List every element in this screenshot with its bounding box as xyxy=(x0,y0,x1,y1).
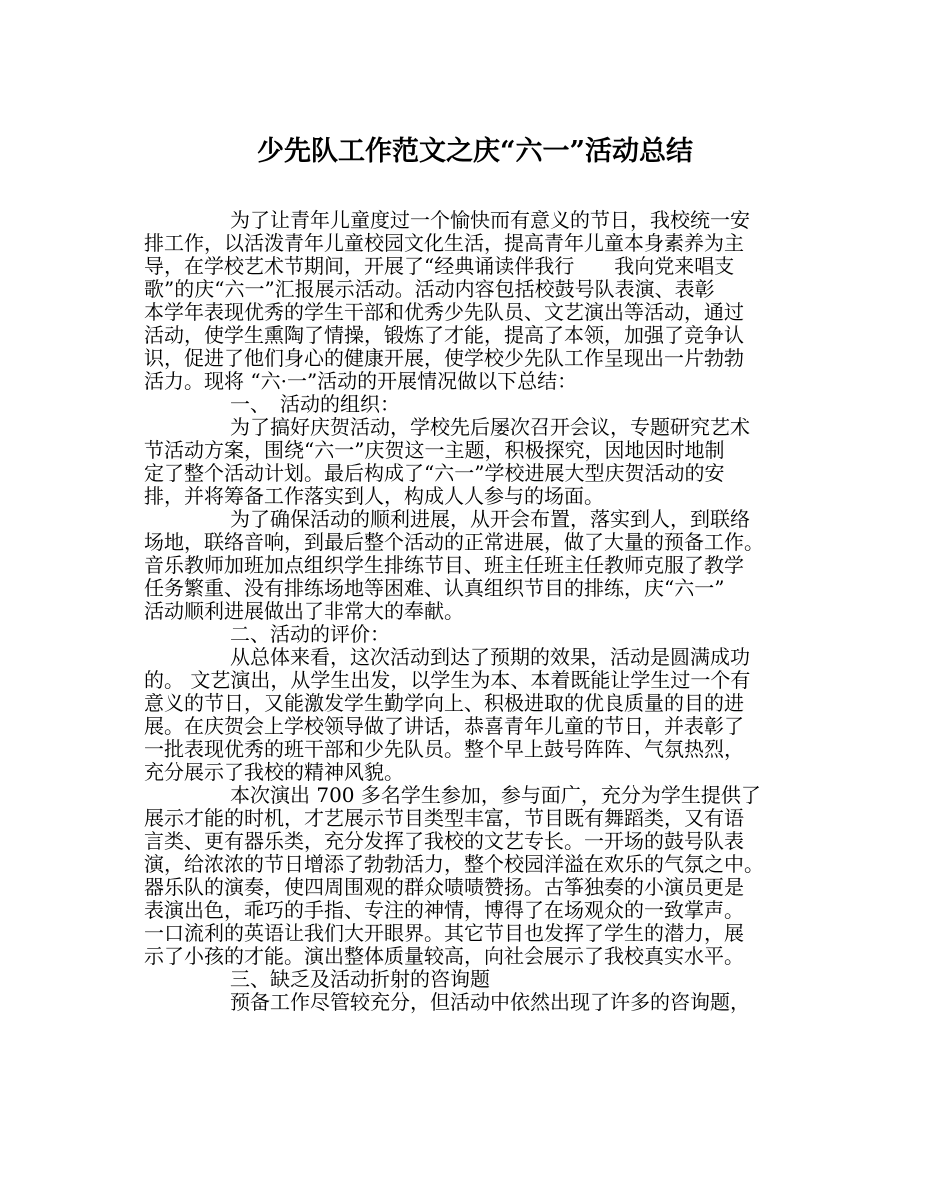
text-line: 一批表现优秀的班干部和少先队员。整个早上鼓号阵阵、气氛热烈， xyxy=(144,737,744,761)
text-line: 本次演出 700 多名学生参加，参与面广，充分为学生提供了 xyxy=(230,783,761,807)
text-line: 节活动方案，围绕“六一”庆贺这一主题，积极探究，因地因时地制 xyxy=(144,438,725,462)
document-body xyxy=(144,209,808,1014)
text-line: 任务繁重、没有排练场地等困难、认真组织节目的排练，庆“六一” xyxy=(144,576,725,600)
text-line: 定了整个活动计划。最后构成了“六一”学校进展大型庆贺活动的安 xyxy=(144,461,725,485)
text-line: 示了小孩的才能。演出整体质量较高，向社会展示了我校真实水平。 xyxy=(144,944,744,968)
text-line: 排，并将筹备工作落实到人，构成人人参与的场面。 xyxy=(144,484,604,508)
text-line: 识，促进了他们身心的健康开展，使学校少先队工作呈现出一片勃勃 xyxy=(144,346,744,370)
text-line: 演，给浓浓的节日增添了勃勃活力，整个校园洋溢在欢乐的气氛之中。 xyxy=(144,852,764,876)
text-line: 言类、更有器乐类，充分发挥了我校的文艺专长。一开场的鼓号队表 xyxy=(144,829,744,853)
text-line: 意义的节日，又能激发学生勤学向上、积极进取的优良质量的目的进 xyxy=(144,691,744,715)
text-line: 展示才能的时机，才艺展示节目类型丰富，节目既有舞蹈类，又有语 xyxy=(144,806,744,830)
text-line: 场地，联络音响，到最后整个活动的正常进展，做了大量的预备工作。 xyxy=(144,530,764,554)
text-line: 二、活动的评价： xyxy=(230,622,390,646)
text-line: 本学年表现优秀的学生干部和优秀少先队员、文艺演出等活动，通过 xyxy=(144,300,744,324)
text-line: 为了让青年儿童度过一个愉快而有意义的节日，我校统一安 xyxy=(230,208,750,232)
text-line: 活力。现将 “六·一”活动的开展情况做以下总结： xyxy=(144,369,578,393)
text-line: 为了确保活动的顺利进展，从开会布置，落实到人，到联络 xyxy=(230,507,750,531)
text-line: 三、缺乏及活动折射的咨询题 xyxy=(230,967,490,991)
text-line: 预备工作尽管较充分，但活动中依然出现了许多的咨询题， xyxy=(230,990,750,1014)
text-line: 歌”的庆“六一”汇报展示活动。活动内容包括校鼓号队表演、表彰 xyxy=(144,277,715,301)
document-title: 少先队工作范文之庆“六一”活动总结 xyxy=(256,136,694,167)
text-line: 排工作，以活泼青年儿童校园文化生活，提高青年儿童本身素养为主 xyxy=(144,231,744,255)
text-line: 器乐队的演奏，使四周围观的群众啧啧赞扬。古筝独奏的小演员更是 xyxy=(144,875,744,899)
text-line: 活动顺利进展做出了非常大的奉献。 xyxy=(144,599,464,623)
text-line: 活动，使学生熏陶了情操，锻炼了才能，提高了本领，加强了竞争认 xyxy=(144,323,744,347)
text-line: 导，在学校艺术节期间，开展了“经典诵读伴我行 我向党来唱支 xyxy=(144,254,735,278)
text-line: 展。在庆贺会上学校领导做了讲话，恭喜青年儿童的节日，并表彰了 xyxy=(144,714,744,738)
text-line: 一、 活动的组织： xyxy=(230,392,400,416)
text-line: 从总体来看，这次活动到达了预期的效果，活动是圆满成功 xyxy=(230,645,750,669)
text-line: 的。 文艺演出，从学生出发，以学生为本、本着既能让学生过一个有 xyxy=(144,668,751,692)
text-line: 表演出色，乖巧的手指、专注的神情，博得了在场观众的一致掌声。 xyxy=(144,898,744,922)
text-line: 充分展示了我校的精神风貌。 xyxy=(144,760,404,784)
text-line: 音乐教师加班加点组织学生排练节目、班主任班主任教师克服了教学 xyxy=(144,553,744,577)
text-line: 一口流利的英语让我们大开眼界。其它节目也发挥了学生的潜力，展 xyxy=(144,921,744,945)
text-line: 为了搞好庆贺活动，学校先后屡次召开会议，专题研究艺术 xyxy=(230,415,750,439)
